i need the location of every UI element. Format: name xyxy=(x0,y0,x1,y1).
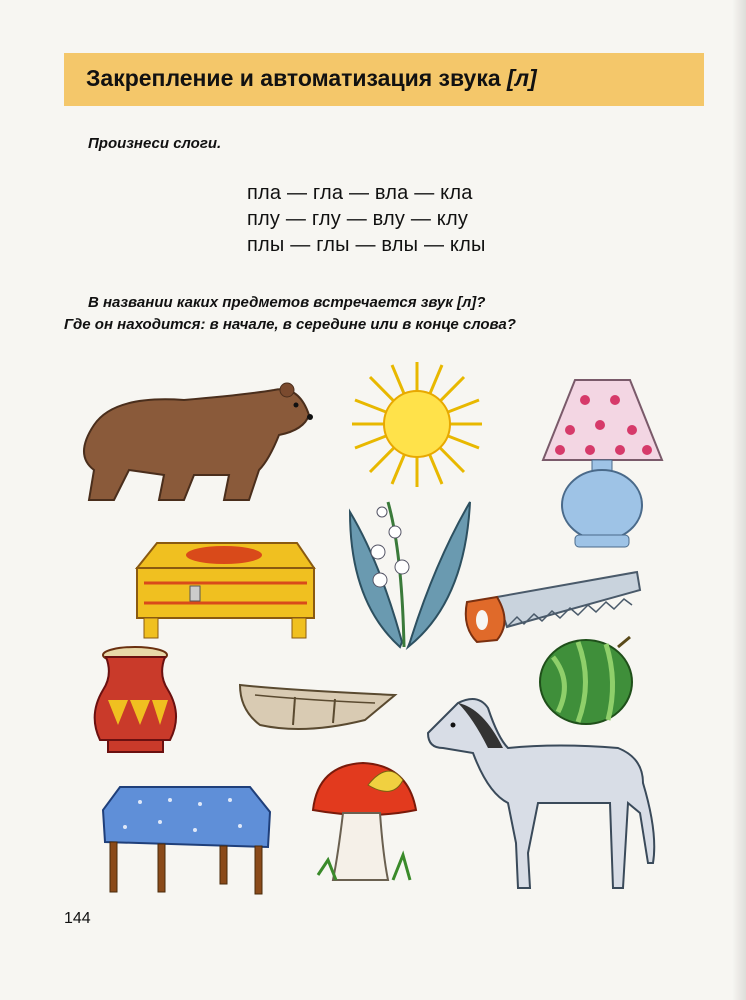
syllable-line-1: пла — гла — вла — кла xyxy=(247,182,473,204)
casket-picture xyxy=(132,538,317,640)
table-picture xyxy=(100,782,272,894)
page-title xyxy=(86,65,537,92)
title-bar xyxy=(64,53,704,106)
page-edge-shadow xyxy=(732,0,746,1000)
page-title-main: Закрепление и автоматизация звука xyxy=(86,65,508,91)
instruction-question-1: В названии каких предметов встречается звук [л]? xyxy=(88,294,486,311)
instruction-say-syllables: Произнеси слоги. xyxy=(88,135,222,152)
sun-picture xyxy=(352,362,482,487)
page-number: 144 xyxy=(64,910,91,927)
bear-picture xyxy=(74,375,314,510)
syllable-line-3: плы — глы — влы — клы xyxy=(247,234,486,256)
lamp-picture xyxy=(540,375,665,550)
boat-picture xyxy=(235,675,400,737)
lily-of-the-valley-picture xyxy=(340,492,475,652)
syllable-line-2: плу — глу — влу — клу xyxy=(247,208,469,230)
page-title-sound: [л] xyxy=(507,65,537,91)
mushroom-picture xyxy=(308,755,420,890)
vase-picture xyxy=(88,645,183,757)
instruction-question-2: Где он находится: в начале, в середине или в конце слова? xyxy=(64,316,516,333)
horse-picture xyxy=(418,693,666,893)
